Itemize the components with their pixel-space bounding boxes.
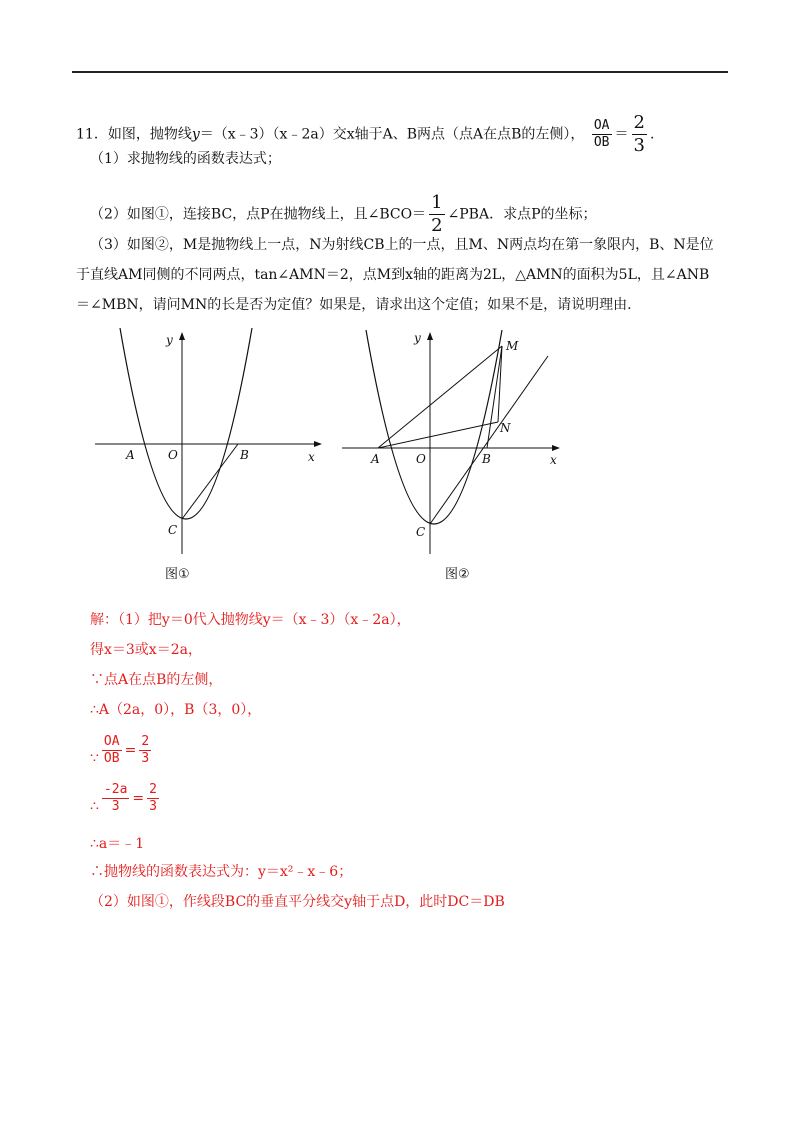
solution-line-2: 得x＝3或x＝2a， <box>90 642 202 658</box>
lhs-fraction <box>102 782 129 815</box>
label-b: B <box>240 448 249 462</box>
rhs-denominator: 3 <box>149 799 157 814</box>
label-o: O <box>168 448 178 462</box>
lhs-numerator: -2a <box>103 782 128 797</box>
label-m: M <box>506 339 519 353</box>
solution-line-5 <box>90 734 154 768</box>
figure-1-caption: 图① <box>165 567 190 582</box>
rhs-fraction <box>147 782 159 815</box>
lhs-denominator: 3 <box>111 799 120 814</box>
ratio-numerator: OA <box>593 118 610 133</box>
figure-2-caption: 图② <box>445 567 470 582</box>
ratio-denominator: OB <box>593 135 610 150</box>
solution-line-7: ∴a＝﹣1 <box>90 836 145 852</box>
label-y: y <box>166 333 173 347</box>
equals-sign: = <box>132 790 145 807</box>
ray-cb <box>430 356 548 524</box>
segment-am <box>378 346 502 448</box>
equals-sign: ＝ <box>614 126 629 143</box>
question-text: ＝（x﹣3）（x﹣2a）交x轴于A、B两点（点A在点B的左侧）， <box>199 126 585 143</box>
half-fraction <box>429 192 444 237</box>
figure-1 <box>90 326 330 556</box>
question-intro: 11．如图，抛物线 <box>76 126 192 143</box>
equals-sign: = <box>124 742 137 759</box>
solution-line-1: 解：（1）把y＝0代入抛物线y＝（x﹣3）（x﹣2a）， <box>90 612 411 628</box>
figure-2 <box>338 326 568 556</box>
ratio-numerator: OA <box>103 734 120 749</box>
label-o: O <box>416 452 426 466</box>
because-symbol: ∵ <box>90 750 99 767</box>
part-2-text-b: ∠PBA．求点P的坐标； <box>447 206 597 223</box>
parabola <box>366 330 502 524</box>
period: . <box>649 126 655 143</box>
rhs-numerator: 2 <box>149 782 157 797</box>
ratio-denominator: OB <box>103 751 120 766</box>
ratio-fraction <box>592 118 612 151</box>
label-c: C <box>168 523 178 537</box>
label-a: A <box>371 452 380 466</box>
value-denominator: 3 <box>633 135 645 156</box>
header-rule <box>72 71 728 73</box>
parabola <box>120 328 252 519</box>
label-b: B <box>482 452 491 466</box>
therefore-symbol: ∴ <box>90 798 99 815</box>
solution-line-4: ∴A（2a，0），B（3，0）， <box>90 702 262 718</box>
part-3-line-1: （3）如图②，M是抛物线上一点，N为射线CB上的一点，且M、N两点均在第一象限内，B、N是位 <box>90 237 714 253</box>
part-3-line-2: 于直线AM同侧的不同两点，tan∠AMN＝2，点M到x轴的距离为2L，△AMN的面积为5L，且∠ANB <box>76 267 710 283</box>
part-3-line-3: ＝∠MBN，请问MN的长是否为定值？如果是，请求出这个定值；如果不是，请说明理由. <box>76 297 632 313</box>
value-fraction <box>139 734 151 767</box>
half-denominator: 2 <box>431 215 443 236</box>
part-1: （1）求抛物线的函数表达式； <box>90 151 281 167</box>
ratio-fraction <box>102 734 122 767</box>
half-numerator: 1 <box>431 192 443 213</box>
y-arrow-icon <box>179 332 185 340</box>
part-2 <box>90 192 596 237</box>
x-arrow-icon <box>314 441 322 447</box>
x-arrow-icon <box>552 445 560 451</box>
part-2-text-a: （2）如图①，连接BC，点P在抛物线上，且∠BCO＝ <box>90 206 427 223</box>
solution-line-3: ∵点A在点B的左侧， <box>90 672 223 688</box>
segment-bc <box>182 444 238 519</box>
label-a: A <box>126 448 135 462</box>
value-numerator: 2 <box>141 734 150 749</box>
value-denominator: 3 <box>141 751 150 766</box>
var-y: y <box>191 126 200 143</box>
y-arrow-icon <box>427 332 433 340</box>
solution-line-8: ∴抛物线的函数表达式为：y＝x²﹣x﹣6； <box>90 864 353 880</box>
label-n: N <box>500 421 511 435</box>
label-y: y <box>414 331 421 345</box>
value-numerator: 2 <box>633 112 645 133</box>
value-fraction <box>632 112 647 157</box>
solution-line-9: （2）如图①，作线段BC的垂直平分线交y轴于点D，此时DC＝DB <box>90 894 505 910</box>
label-x: x <box>308 450 315 464</box>
label-x: x <box>550 453 557 467</box>
solution-line-6 <box>90 782 162 816</box>
label-c: C <box>416 525 426 539</box>
